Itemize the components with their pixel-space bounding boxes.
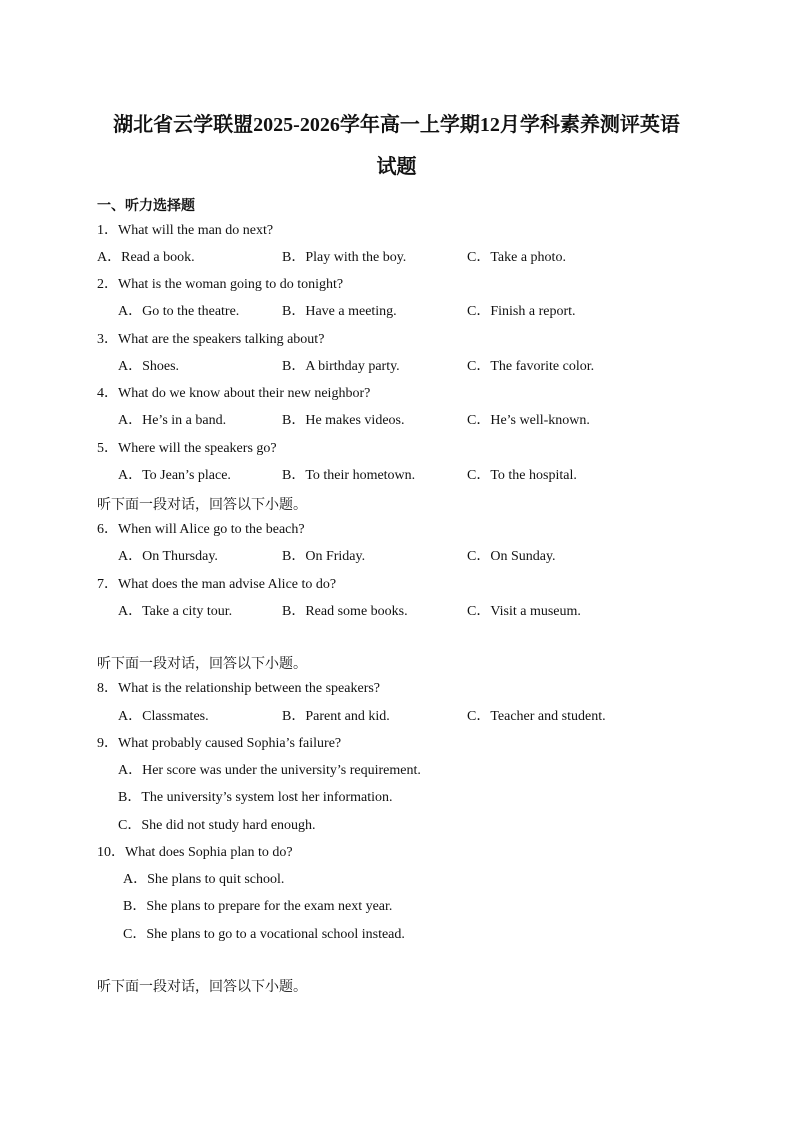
question-4: 4．What do we know about their new neighbor? xyxy=(97,386,371,401)
q6-option-c: C．On Sunday. xyxy=(467,549,556,564)
question-8: 8．What is the relationship between the speakers? xyxy=(97,681,381,696)
document-title-continued: 试题 xyxy=(376,156,417,178)
q7-option-c: C．Visit a museum. xyxy=(467,604,581,619)
q5-option-a: A．To Jean’s place. xyxy=(118,468,231,483)
q6-option-b: B．On Friday. xyxy=(282,549,366,564)
q8-option-a: A．Classmates. xyxy=(118,709,209,724)
q7-option-b: B．Read some books. xyxy=(282,604,408,619)
q10-option-b: B．She plans to prepare for the exam next year. xyxy=(123,899,393,914)
q1-option-b: B．Play with the boy. xyxy=(282,250,407,265)
q3-option-a: A．Shoes. xyxy=(118,359,180,374)
q4-option-c: C．He’s well-known. xyxy=(467,413,590,428)
q2-option-b: B．Have a meeting. xyxy=(282,304,397,319)
q8-option-b: B．Parent and kid. xyxy=(282,709,390,724)
question-9: 9．What probably caused Sophia’s failure? xyxy=(97,736,342,751)
question-2: 2．What is the woman going to do tonight? xyxy=(97,277,344,292)
q10-option-a: A．She plans to quit school. xyxy=(123,872,285,887)
q10-option-c: C．She plans to go to a vocational school instead. xyxy=(123,927,405,942)
section-heading: 一、听力选择题 xyxy=(97,198,195,214)
q2-option-a: A．Go to the theatre. xyxy=(118,304,240,319)
q1-option-c: C．Take a photo. xyxy=(467,250,566,265)
q6-option-a: A．On Thursday. xyxy=(118,549,218,564)
q2-option-c: C．Finish a report. xyxy=(467,304,576,319)
q7-option-a: A．Take a city tour. xyxy=(118,604,233,619)
question-5: 5．Where will the speakers go? xyxy=(97,441,277,456)
q8-option-c: C．Teacher and student. xyxy=(467,709,606,724)
q5-option-c: C．To the hospital. xyxy=(467,468,577,483)
q3-option-c: C．The favorite color. xyxy=(467,359,595,374)
question-3: 3．What are the speakers talking about? xyxy=(97,332,325,347)
question-1: 1．What will the man do next? xyxy=(97,223,274,238)
q4-option-b: B．He makes videos. xyxy=(282,413,405,428)
listening-instruction-3: 听下面一段对话，回答以下小题。 xyxy=(97,979,307,995)
q9-option-a: A．Her score was under the university’s requirement. xyxy=(118,763,421,778)
q9-option-c: C．She did not study hard enough. xyxy=(118,818,316,833)
listening-instruction-2: 听下面一段对话，回答以下小题。 xyxy=(97,656,307,672)
listening-instruction-1: 听下面一段对话，回答以下小题。 xyxy=(97,497,307,513)
q1-option-a: A．Read a book. xyxy=(97,250,195,265)
q3-option-b: B．A birthday party. xyxy=(282,359,400,374)
question-6: 6．When will Alice go to the beach? xyxy=(97,522,305,537)
document-title: 湖北省云学联盟2025-2026学年高一上学期12月学科素养测评英语 xyxy=(113,114,680,136)
question-10: 10．What does Sophia plan to do? xyxy=(97,845,293,860)
q5-option-b: B．To their hometown. xyxy=(282,468,416,483)
q4-option-a: A．He’s in a band. xyxy=(118,413,227,428)
question-7: 7．What does the man advise Alice to do? xyxy=(97,577,337,592)
q9-option-b: B．The university’s system lost her information. xyxy=(118,790,393,805)
